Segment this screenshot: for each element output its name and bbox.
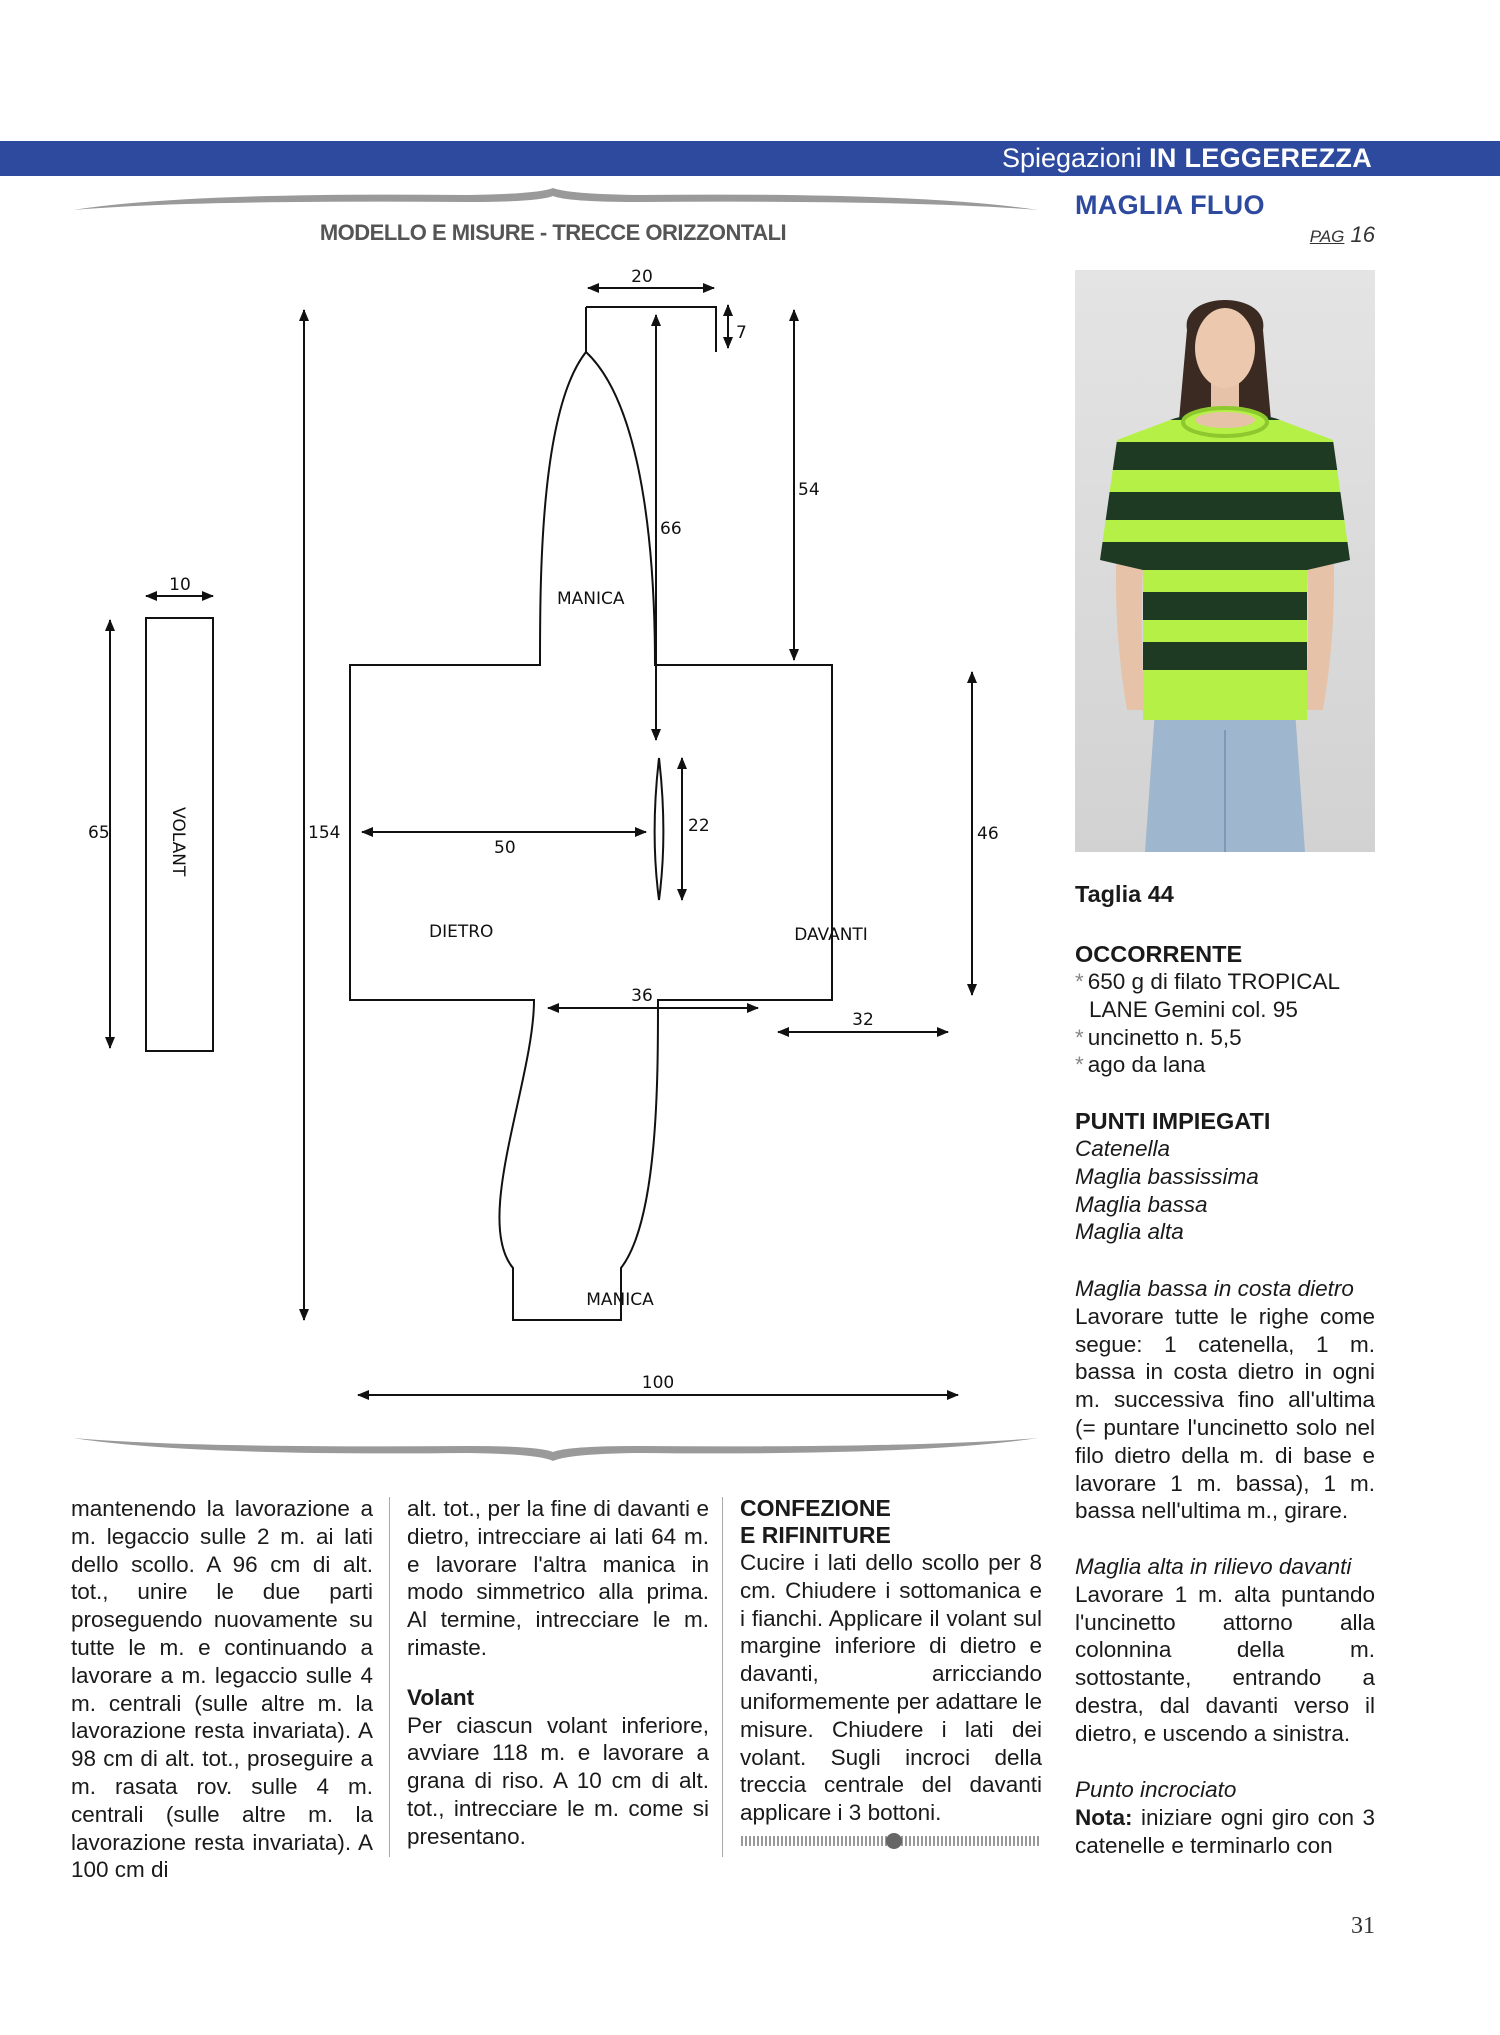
label-davanti: DAVANTI: [794, 925, 868, 945]
label-22: 22: [688, 816, 710, 836]
pag-label: PAG: [1309, 227, 1345, 246]
section-name-bold: IN LEGGEREZZA: [1149, 143, 1372, 173]
occorrente-item: * uncinetto n. 5,5: [1075, 1024, 1242, 1050]
taglia: [1075, 880, 1375, 908]
punti-item: Catenella: [1075, 1136, 1171, 1161]
label-46: 46: [977, 824, 999, 844]
occorrente-item: * 650 g di filato TROPICAL LANE Gemini col. 95: [1075, 969, 1340, 1022]
occorrente-item: * ago da lana: [1075, 1052, 1206, 1078]
maglia-bassa-heading: Maglia bassa in costa dietro: [1075, 1276, 1354, 1301]
nota-text: iniziare ogni giro con 3 catenelle e terminarlo con: [1075, 1804, 1375, 1858]
diagram-title: MODELLO E MISURE - TRECCE ORIZZONTALI: [319, 220, 787, 245]
label-54: 54: [798, 480, 820, 500]
label-20: 20: [631, 267, 653, 287]
punto-incrociato-section: [1075, 1776, 1375, 1859]
punti-heading: PUNTI IMPIEGATI: [1075, 1108, 1271, 1134]
section-header-bar: [0, 141, 1500, 176]
sweater-outline: [350, 307, 832, 1320]
label-dietro: DIETRO: [429, 922, 494, 942]
nota-label: Nota:: [1075, 1804, 1133, 1830]
label-7: 7: [736, 323, 747, 343]
punti-section: [1075, 1107, 1375, 1246]
end-ornament: [740, 1833, 1042, 1849]
label-66: 66: [660, 519, 682, 539]
punto-incrociato-heading: Punto incrociato: [1075, 1777, 1237, 1802]
label-10: 10: [169, 575, 191, 595]
pattern-title: MAGLIA FLUO: [1075, 190, 1265, 220]
text-column-1: [71, 1495, 373, 1884]
col2-text: alt. tot., per la fine di davanti e dietro, intrecciare ai lati 64 m. e lavorare l'altra manica in modo simmetrico alla prima. Al termine, intrecciare le m. rimaste.: [407, 1496, 709, 1660]
maglia-bassa-section: [1075, 1275, 1375, 1525]
occorrente-section: [1075, 940, 1375, 1079]
taglia-label: Taglia 44: [1075, 881, 1174, 907]
neck-slit: [655, 758, 664, 900]
section-header: [1002, 141, 1372, 176]
confezione-heading-2: E RIFINITURE: [740, 1522, 891, 1548]
column-divider-2: [722, 1497, 723, 1857]
label-36: 36: [631, 986, 653, 1006]
pattern-diagram: [68, 180, 1038, 1470]
punti-item: Maglia alta: [1075, 1219, 1184, 1245]
label-32: 32: [852, 1010, 874, 1030]
model-photo-illustration: [1075, 270, 1375, 852]
punti-item: Maglia bassa: [1075, 1191, 1208, 1217]
maglia-alta-heading: Maglia alta in rilievo davanti: [1075, 1554, 1352, 1579]
column-divider-1: [389, 1497, 390, 1857]
label-65: 65: [88, 823, 110, 843]
maglia-bassa-text: Lavorare tutte le righe come segue: 1 catenella, 1 m. bassa in costa dietro in ogni m. successiva fino all'ultima (= puntare l'uncinetto solo nel filo dietro della m. di base e lavorare 1 m. bassa), 1 m. bassa nell'ultima m., girare.: [1075, 1303, 1375, 1524]
volant-text: Per ciascun volant inferiore, avviare 118 m. e lavorare a grana di riso. A 10 cm di alt. tot., intrecciare le m. come si presentano.: [407, 1712, 709, 1849]
section-name: Spiegazioni: [1001, 143, 1142, 173]
label-100: 100: [641, 1373, 675, 1393]
pag-number: 16: [1350, 222, 1375, 247]
text-column-2: [407, 1495, 709, 1851]
label-manica-bottom: MANICA: [586, 1290, 654, 1310]
confezione-text: Cucire i lati dello scollo per 8 cm. Chiudere i sottomanica e i fianchi. Applicare il volant sul margine inferiore di dietro e davanti, arricciando uniformemente per adattare le misure. Chiudere i lati dei volant. Sugli incroci della treccia centrale del davanti applicare i 3 bottoni.: [740, 1550, 1042, 1826]
page-number: 31: [1351, 1913, 1375, 1939]
model-photo: [1075, 270, 1375, 852]
label-manica-top: MANICA: [557, 589, 625, 609]
label-50: 50: [494, 838, 516, 858]
swoosh-bottom: [73, 1438, 1038, 1461]
text-column-3: [740, 1495, 1042, 1827]
confezione-heading-1: CONFEZIONE: [740, 1495, 891, 1521]
punti-item: Maglia bassissima: [1075, 1163, 1259, 1189]
swoosh-top: [73, 188, 1038, 210]
col1-text: mantenendo la lavorazione a m. legaccio sulle 2 m. ai lati dello scollo. A 96 cm di alt. tot., unire le due parti proseguendo nuovamente su tutte le m. e continuando a lavorare a m. legaccio sulle 4 m. centrali (sulle altre m. la lavorazione resta invariata). A 98 cm di alt. tot., proseguire a m. rasata rov. sulle 4 m. centrali (sulle altre m. la lavorazione resta invariata). A 100 cm di: [71, 1496, 373, 1883]
diagram-svg: [68, 180, 1038, 1470]
label-154: 154: [308, 823, 341, 843]
occorrente-heading: OCCORRENTE: [1075, 941, 1243, 967]
label-volant: VOLANT: [168, 807, 188, 877]
nota-paragraph: [1075, 1804, 1375, 1860]
maglia-alta-section: [1075, 1553, 1375, 1748]
page-reference: [1150, 222, 1375, 248]
volant-heading: Volant: [407, 1684, 475, 1710]
maglia-alta-text: Lavorare 1 m. alta puntando l'uncinetto attorno alla colonnina della m. sottostante, entrando a destra, dal davanti verso il dietro, e uscendo a sinistra.: [1075, 1581, 1375, 1746]
